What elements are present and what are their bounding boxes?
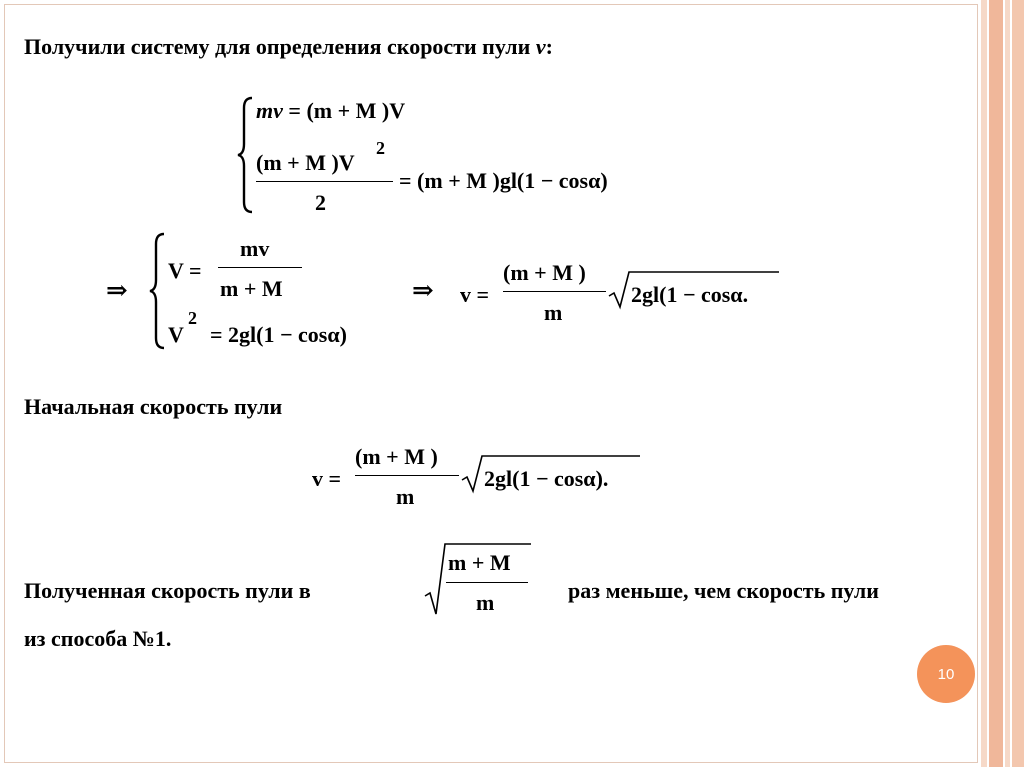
intro-text-colon: : [545, 34, 553, 59]
initial-velocity-heading: Начальная скорость пули [24, 394, 283, 419]
system2-eq2-lhs: V [168, 322, 184, 347]
stripe [989, 0, 1003, 767]
system1-eq2-numerator: (m + M )V [256, 150, 355, 175]
system1-eq1-rhs: (m + M )V [306, 98, 406, 123]
result1-radicand: 2gl(1 − cosα. [631, 282, 749, 307]
system1-eq1-eq: = [288, 98, 301, 123]
system2-eq1-lhs: V = [168, 258, 202, 283]
decorative-stripes [981, 0, 1024, 767]
intro-text-main: Получили систему для определения скорости пули [24, 34, 531, 59]
system1-eq2-exponent: 2 [376, 138, 385, 158]
intro-text [24, 34, 553, 60]
implies-arrow-2: ⇒ [412, 276, 434, 305]
slide-number-badge [917, 645, 975, 703]
comparison-text-start: Полученная скорость пули в [24, 578, 311, 603]
system2-eq1-denominator: m + M [220, 276, 283, 301]
system1-eq2-denominator: 2 [315, 190, 326, 215]
stripe [1005, 0, 1010, 767]
system2-brace [148, 232, 168, 350]
ratio-numerator: m + M [448, 550, 511, 575]
result2-denominator: m [396, 484, 415, 509]
result2-radicand: 2gl(1 − cosα). [484, 466, 609, 491]
result1-lhs: v = [460, 282, 490, 307]
system2-eq2-rhs: = 2gl(1 − cosα) [210, 322, 347, 347]
system2-fraction-bar [218, 267, 302, 268]
comparison-text-end: раз меньше, чем скорость пули [568, 578, 879, 603]
system1-eq1 [256, 98, 405, 124]
result2-fraction-bar [355, 475, 459, 476]
result2-lhs: v = [312, 466, 342, 491]
stripe [981, 0, 987, 767]
intro-text-variable: v [535, 34, 546, 59]
system1-eq1-lhs: mv [256, 98, 283, 123]
system2-eq1-numerator: mv [240, 236, 270, 261]
system1-brace [236, 96, 256, 214]
result2-numerator: (m + M ) [355, 444, 438, 469]
system1-eq2-rhs: = (m + M )gl(1 − cosα) [399, 168, 608, 193]
system2-eq2-exponent: 2 [188, 308, 197, 328]
ratio-denominator: m [476, 590, 495, 615]
ratio-fraction-bar [446, 582, 528, 583]
system1-fraction-bar [256, 181, 393, 182]
result1-denominator: m [544, 300, 563, 325]
slide-number: 10 [937, 665, 955, 683]
result1-numerator: (m + M ) [503, 260, 586, 285]
result1-fraction-bar [503, 291, 606, 292]
implies-arrow-1: ⇒ [106, 276, 128, 305]
stripe [1012, 0, 1024, 767]
comparison-text-final: из способа №1. [24, 626, 172, 651]
